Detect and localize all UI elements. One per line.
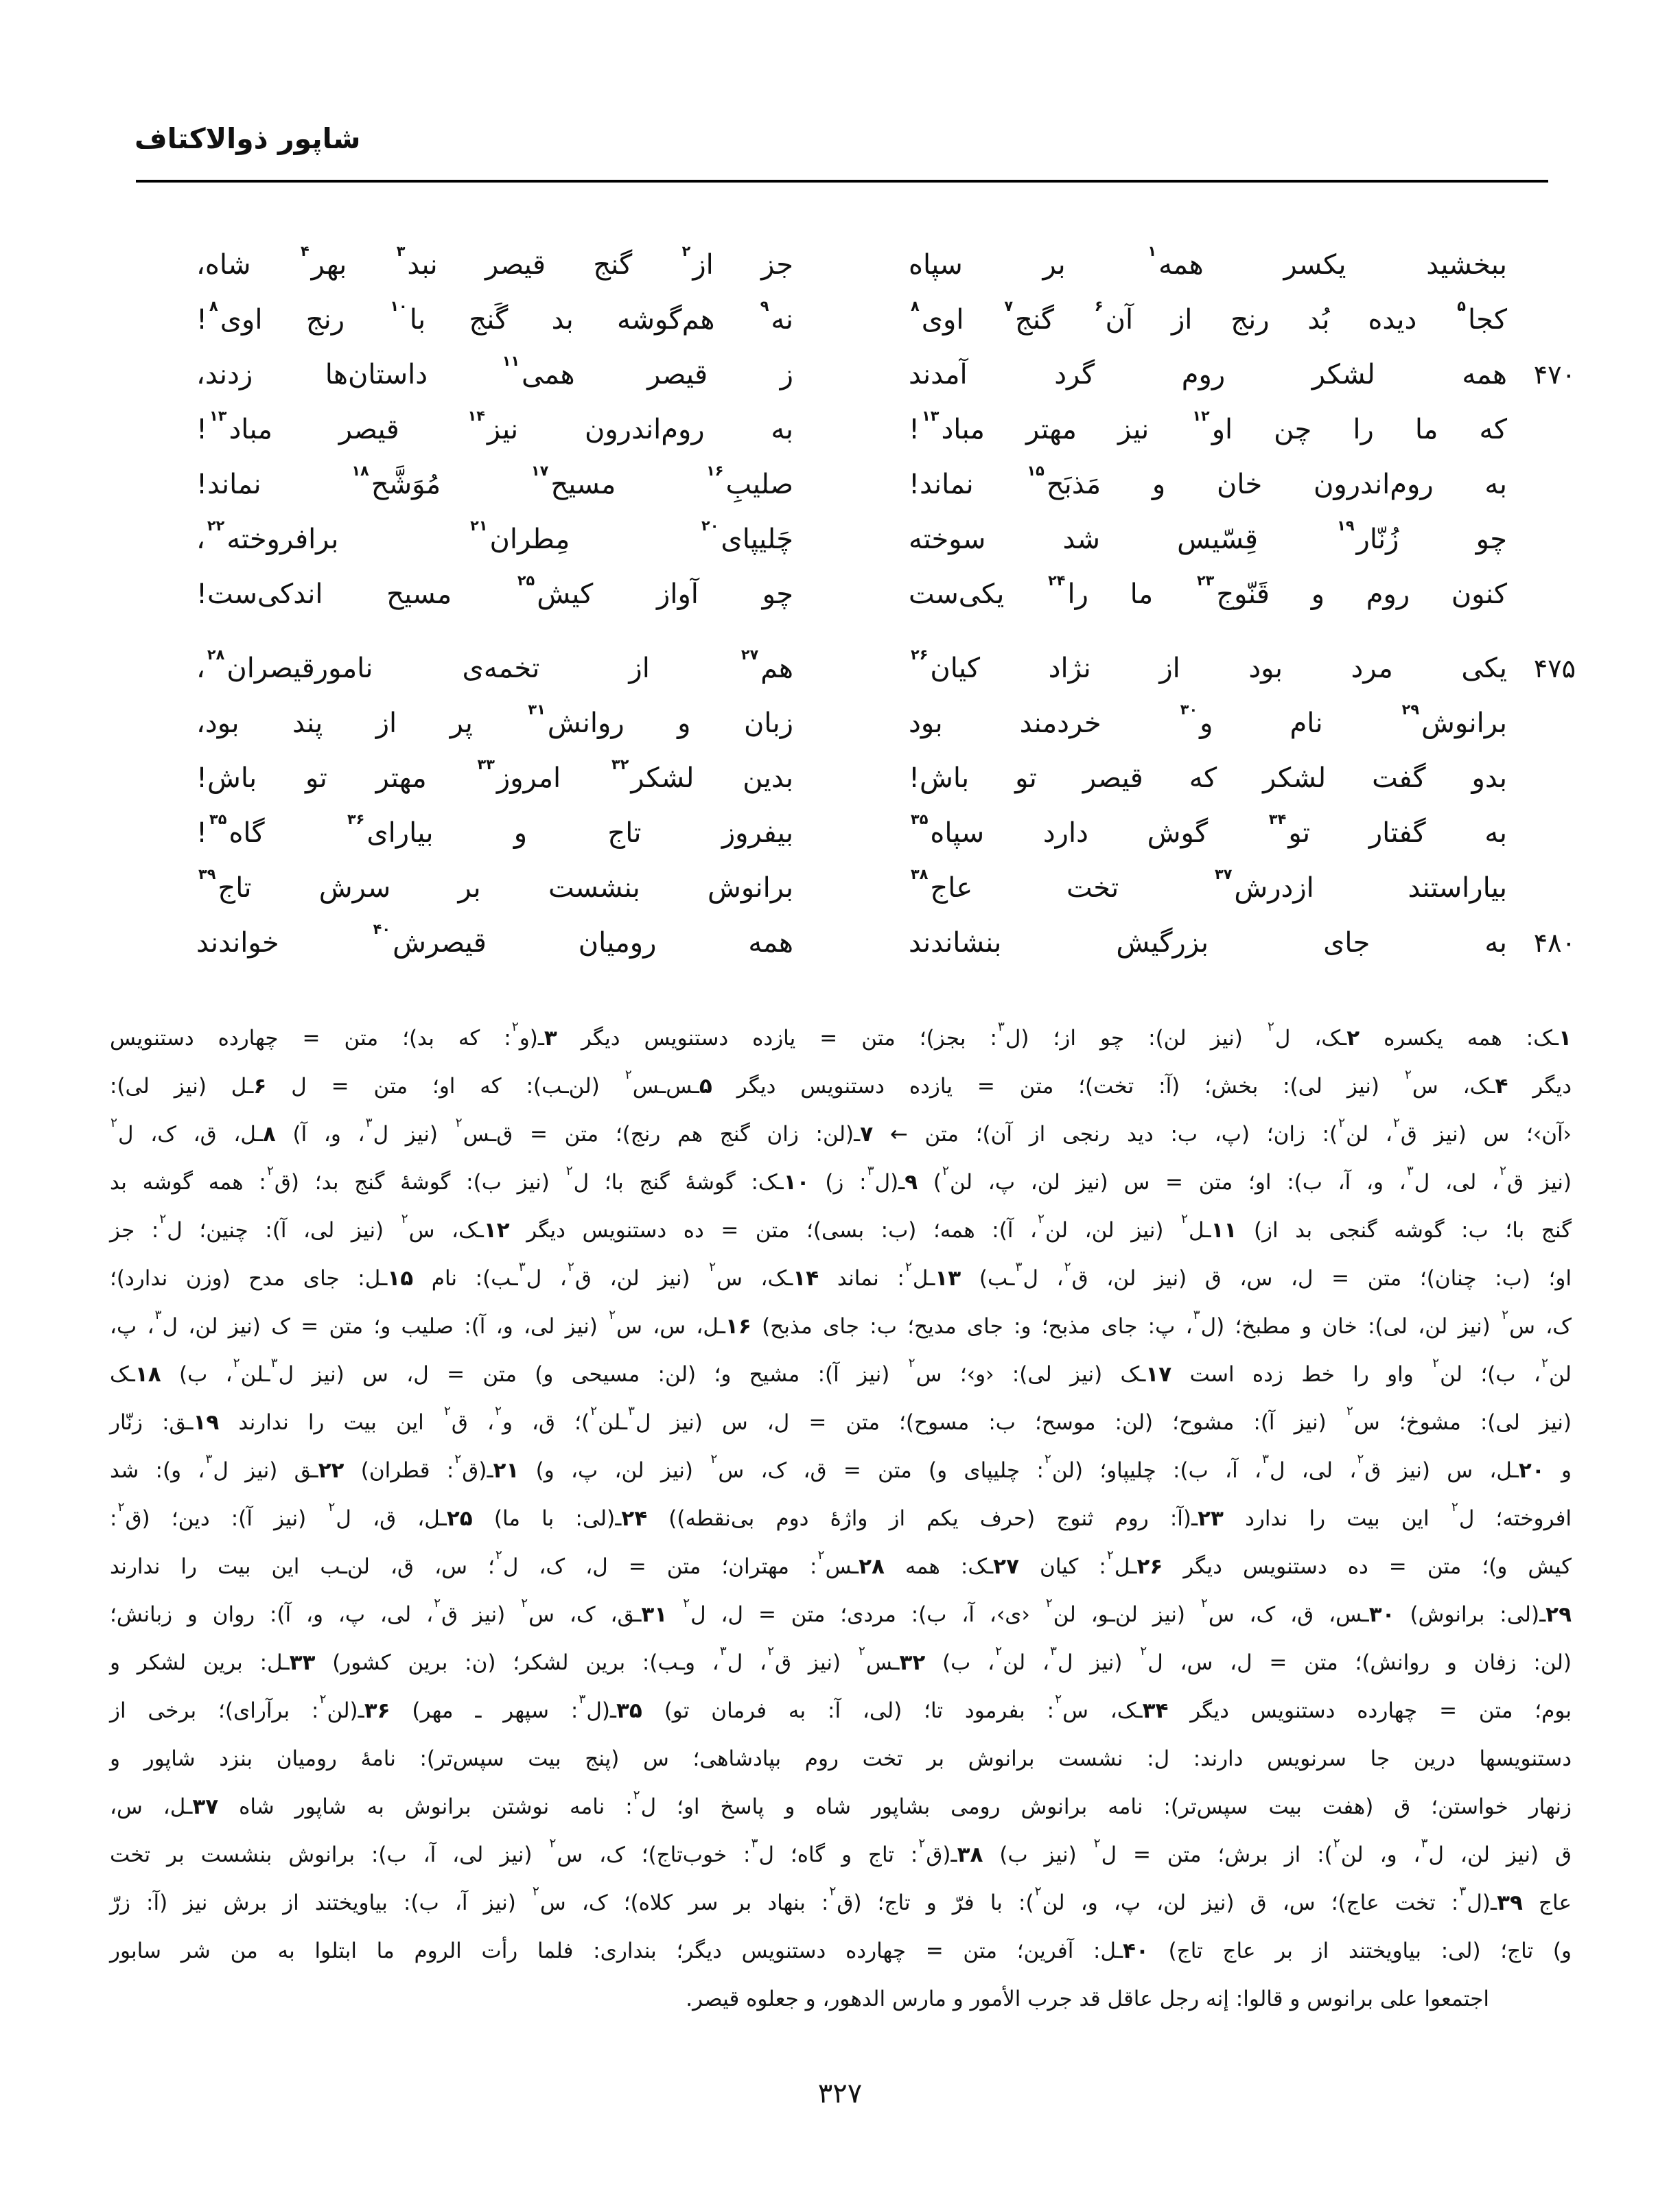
poem-couplet: [196, 696, 1576, 751]
footnote-line: و ۲۰ـل، س (نیز ق$^۲$، لی، ل$^۳$، آ، ب): چلیپاو؛ (لن$^۲$: چلیپای و) متن = ق، ک، س$^۲$ (نیز لن، پ، و) ۲۱ـ(ق$^۲$: قطران) ۲۲ـق (نیز ل$^۳$، و): شد: [110, 1452, 1572, 1483]
poem-couplet: [196, 237, 1576, 292]
footnote-line: (نیز لی): مشوخ؛ س$^۲$ (نیز آ): مشوح؛ (لن: موسح؛ ب: مسوح)؛ متن = ل، س (نیز ل$^۳$ـلن$^۲$)؛ ق، و$^۲$، ق$^۲$ این بیت را ندارند ۱۹ـق: زنّار: [110, 1404, 1572, 1435]
poem: [196, 237, 1576, 970]
hemistich-right: یکی مرد بود از نژاد کیان$^{۲۶}$: [911, 646, 1507, 684]
footnote-line: زنهار خواستن؛ ق (هفت بیت سپس‌تر): نامه برانوش رومی بشاپور شاه و پاسخ او؛ ل$^۲$: نامه نوشتن برانوش به شاپور شاه ۳۷ـل، س،: [110, 1788, 1572, 1819]
verse-number: ۴۷۵: [1533, 653, 1576, 683]
hemistich-left: زبان و روانش$^{۳۱}$ پر از پند بود،: [196, 701, 793, 739]
footnote-line: ۲۹ـ(لی: برانوش) ۳۰ـس، ق، ک، س$^۲$ (نیز لن‌ـو، لن$^۲$ ‹ی›، آ، ب): مردی؛ متن = ل، ل$^۲$ ۳۱ـق، ک، س$^۲$ (نیز ق$^۲$، لی، پ، و، آ): روان و زبانش؛: [110, 1596, 1572, 1627]
header-rule: [136, 180, 1548, 183]
footnote-line: کیش و)؛ متن = ده دستنویس دیگر ۲۶ـل$^۲$: کیان ۲۷ـک: همه ۲۸ـس$^۲$: مهتران؛ متن = ل، ک، ل$^۲$؛ س، ق، لن‌ـب این بیت را ندارند: [110, 1548, 1572, 1579]
footnote-line: بوم؛ متن = چهارده دستنویس دیگر ۳۴ـک، س$^۲$: بفرمود تا؛ (لی، آ: به فرمان تو) ۳۵ـ(ل$^۳$: سپهر ـ مهر) ۳۶ـ(لن$^۲$: برآرای)؛ برخی از: [110, 1692, 1572, 1723]
hemistich-left: بدین لشکر$^{۳۲}$ امروز$^{۳۳}$ مهتر تو باش!: [196, 756, 793, 794]
poem-couplet: [196, 512, 1576, 567]
hemistich-right: کنون روم و قَنّوج$^{۲۳}$ ما را$^{۲۴}$ یکی‌ست: [909, 572, 1507, 610]
poem-couplet: [196, 915, 1576, 970]
hemistich-right: کجا$^۵$ دیده بُد رنج از آن$^۶$ گنج$^۷$ اوی$^۸$: [911, 298, 1508, 336]
hemistich-right: ببخشید یکسر همه$^۱$ بر سپاه: [909, 243, 1507, 281]
footnote-line: اجتمعوا علی برانوس و قالوا: إنه رجل عاقل قد جرب الأمور و مارس الدهور، و جعلوه قیصر.: [686, 1987, 1489, 2011]
poem-couplet: [196, 751, 1576, 806]
hemistich-left: هم$^{۲۷}$ از تخمه‌ی نامورقیصران$^{۲۸}$،: [196, 646, 793, 684]
footnote-line: و) تاج؛ (لی: بیاویختند از بر عاج تاج) ۴۰ـل: آفرین؛ متن = چهارده دستنویس دیگر؛ بنداری: فلما رأت الروم ما ابتلوا به من شر سابور: [110, 1939, 1572, 1963]
verse-number: ۴۸۰: [1533, 928, 1576, 958]
hemistich-left: نه$^۹$ هم‌گوشه بد گَنج با$^{۱۰}$ رنج اوی$^۸$!: [196, 298, 793, 336]
footnote-line: ۱ـک: همه یکسره ۲ـک، ل$^۲$ (نیز لن): چو از؛ (ل$^۳$: بجز)؛ متن = یازده دستنویس دیگر ۳ـ(و$^۲$: که بد)؛ متن = چهارده دستنویس: [110, 1020, 1572, 1051]
hemistich-left: صلیبِ$^{۱۶}$ مسیح$^{۱۷}$ مُوَشَّح$^{۱۸}$ نماند!: [196, 463, 794, 500]
hemistich-right: چو زُنّار$^{۱۹}$ قِسّیس شد سوخته: [909, 517, 1508, 555]
hemistich-right: همه لشکر روم گرد آمدند: [909, 359, 1507, 390]
verse-number: ۴۷۰: [1533, 360, 1576, 390]
footnote-line: دیگر ۴ـک، س$^۲$ (نیز لی): بخش؛ (آ: تخت)؛ متن = یازده دستنویس دیگر ۵ـس‌ـس$^۲$ (لن‌ـب): که او؛ متن = ل ۶ـل (نیز لی):: [110, 1068, 1572, 1099]
page-number: ۳۲۷: [817, 2078, 863, 2109]
poem-couplet: [196, 861, 1576, 915]
poem-couplet: [196, 292, 1576, 347]
hemistich-left: برانوش بنشست بر سرش تاج$^{۳۹}$: [198, 866, 793, 904]
hemistich-right: برانوش$^{۲۹}$ نام و$^{۳۰}$ خردمند بود: [909, 701, 1507, 739]
poem-couplet: [196, 402, 1576, 457]
hemistich-right: به روم‌اندرون خان و مَذبَح$^{۱۵}$ نماند!: [909, 463, 1507, 500]
footnote-line: افروخته؛ ل$^۲$ این بیت را ندارد ۲۳ـ(آ: روم ثنوج (حرف یکم از واژهٔ دوم بی‌نقطه)) ۲۴ـ(لی: با ما) ۲۵ـل، ق، ل$^۲$ (نیز آ): دین؛ (ق$^۲$:: [110, 1500, 1572, 1531]
hemistich-right: به جای بزرگیش بنشاندند: [909, 927, 1507, 959]
poem-couplet: [196, 806, 1576, 861]
footnotes: [110, 1014, 1572, 2023]
hemistich-right: بدو گفت لشکر که قیصر تو باش!: [909, 762, 1507, 794]
poem-couplet: [196, 641, 1576, 696]
footnote-line: (نیز ق$^۲$، لی، ل$^۳$، و، آ، ب): او؛ متن = س (نیز لن، پ، لن$^۲$) ۹ـ(ل$^۳$: ز) ۱۰ـک: گوشهٔ گنج با؛ ل$^۲$ (نیز ب): گوشهٔ گنج بد؛ (ق$^۲$: همه گوشه بد: [110, 1164, 1572, 1195]
hemistich-left: جز از$^۲$ گنج قیصر نبد$^۳$ بهر$^۴$ شاه،: [196, 243, 793, 281]
footnote-line: او؛ (ب: چنان)؛ متن = ل، س، ق (نیز لن، ق$^۲$، ل$^۳$ـب) ۱۳ـل$^۲$: نماند ۱۴ـک، س$^۲$ (نیز لن، ق$^۲$، ل$^۳$ـب): نام ۱۵ـل: جای مدح (وزن ندارد)؛: [110, 1260, 1572, 1291]
footnote-line: ک، س$^۲$ (نیز لن، لی): خان و مطبخ؛ (ل$^۳$، پ: جای مذبح؛ و: جای مدیح؛ ب: جای مذبح) ۱۶ـل، س، س$^۲$ (نیز لی، و، آ): صلیب و؛ متن = ک (نیز لن، ل$^۳$، پ،: [110, 1308, 1572, 1339]
hemistich-left: به روم‌اندرون نیز$^{۱۴}$ قیصر مباد$^{۱۳}$!: [196, 408, 793, 445]
footnote-line: لن$^۲$، ب)؛ لن$^۲$ واو را خط زده است ۱۷ـک (نیز لی): ‹و›؛ س$^۲$ (نیز آ): مشیح و؛ (لن: مسیحی و) متن = ل، س (نیز ل$^۳$ـلن$^۲$، ب) ۱۸ـک: [110, 1356, 1572, 1387]
footnote-line: دستنویسها درین جا سرنویس دارند: ل: نشست برانوش بر تخت روم بپادشاهی؛ س (پنج بیت سپس‌تر): نامهٔ رومیان بنزد شاپور و: [110, 1746, 1572, 1771]
footnote-line: عاج ۳۹ـ(ل$^۳$: تخت عاج)؛ س، ق (نیز لن، پ، و، لن$^۲$): با فرّ و تاج؛ (ق$^۲$: بنهاد بر سر کلاه)؛ ک، س$^۲$ (نیز آ، ب): بیاویختند از برش نیز (آ: زرّ: [110, 1884, 1572, 1915]
footnote-line: گنج با؛ ب: گوشه گنجی بد از) ۱۱ـل$^۲$ (نیز لن، لن$^۲$، آ): همه؛ (ب: بسی)؛ متن = ده دستنویس دیگر ۱۲ـک، س$^۲$ (نیز لی، آ): چنین؛ ل$^۲$: جز: [110, 1212, 1572, 1243]
poem-couplet: [196, 347, 1576, 402]
footnote-line: ق (نیز لن، ل$^۳$، و، لن$^۲$): از برش؛ متن = ل$^۲$ (نیز ب) ۳۸ـ(ق$^۲$: تاج و گاه؛ ل$^۳$: خوب‌تاج)؛ ک، س$^۲$ (نیز لی، آ، ب): برانوش بنشست بر تخت: [110, 1836, 1572, 1867]
hemistich-left: چو آواز کیش$^{۲۵}$ مسیح اندکی‌ست!: [196, 572, 793, 610]
footnote-line: ‹آن›؛ س (نیز ق$^۲$، لن$^۲$): زان؛ (پ، ب: دید رنجی از آن)؛ متن ← ۷ـ(لن: زان گنج هم رنج)؛ متن = ق‌ـس$^۲$ (نیز ل$^۳$، و، آ) ۸ـل، ق، ک، ل$^۲$: [110, 1116, 1572, 1147]
hemistich-right: بیاراستند ازدرش$^{۳۷}$ تخت عاج$^{۳۸}$: [911, 866, 1507, 904]
hemistich-right: که ما را چن او$^{۱۲}$ نیز مهتر مباد$^{۱۳}$!: [909, 408, 1508, 445]
hemistich-left: چَلیپای$^{۲۰}$ مِطران$^{۲۱}$ برافروخته$^{۲۲}$،: [196, 517, 793, 555]
hemistich-right: به گفتار تو$^{۳۴}$ گوش دارد سپاه$^{۳۵}$: [911, 811, 1508, 849]
poem-couplet: [196, 457, 1576, 512]
hemistich-left: ز قیصر همی$^{۱۱}$ داستان‌ها زدند،: [196, 353, 793, 390]
hemistich-left: همه رومیان قیصرش$^{۴۰}$ خواندند: [196, 921, 793, 959]
hemistich-left: بیفروز تاج و بیارای$^{۳۶}$ گاه$^{۳۵}$!: [196, 811, 793, 849]
poem-couplet: [196, 567, 1576, 622]
running-head: شاپور ذوالاکتاف: [135, 122, 361, 155]
footnote-line: (لن: زفان و روانش)؛ متن = ل، س، ل$^۲$ (نیز ل$^۳$، لن$^۲$، ب) ۳۲ـس$^۲$ (نیز ق$^۲$، ل$^۳$، وـب): برین لشکر؛ (ن: برین کشور) ۳۳ـل: برین لشکر و: [110, 1644, 1572, 1675]
